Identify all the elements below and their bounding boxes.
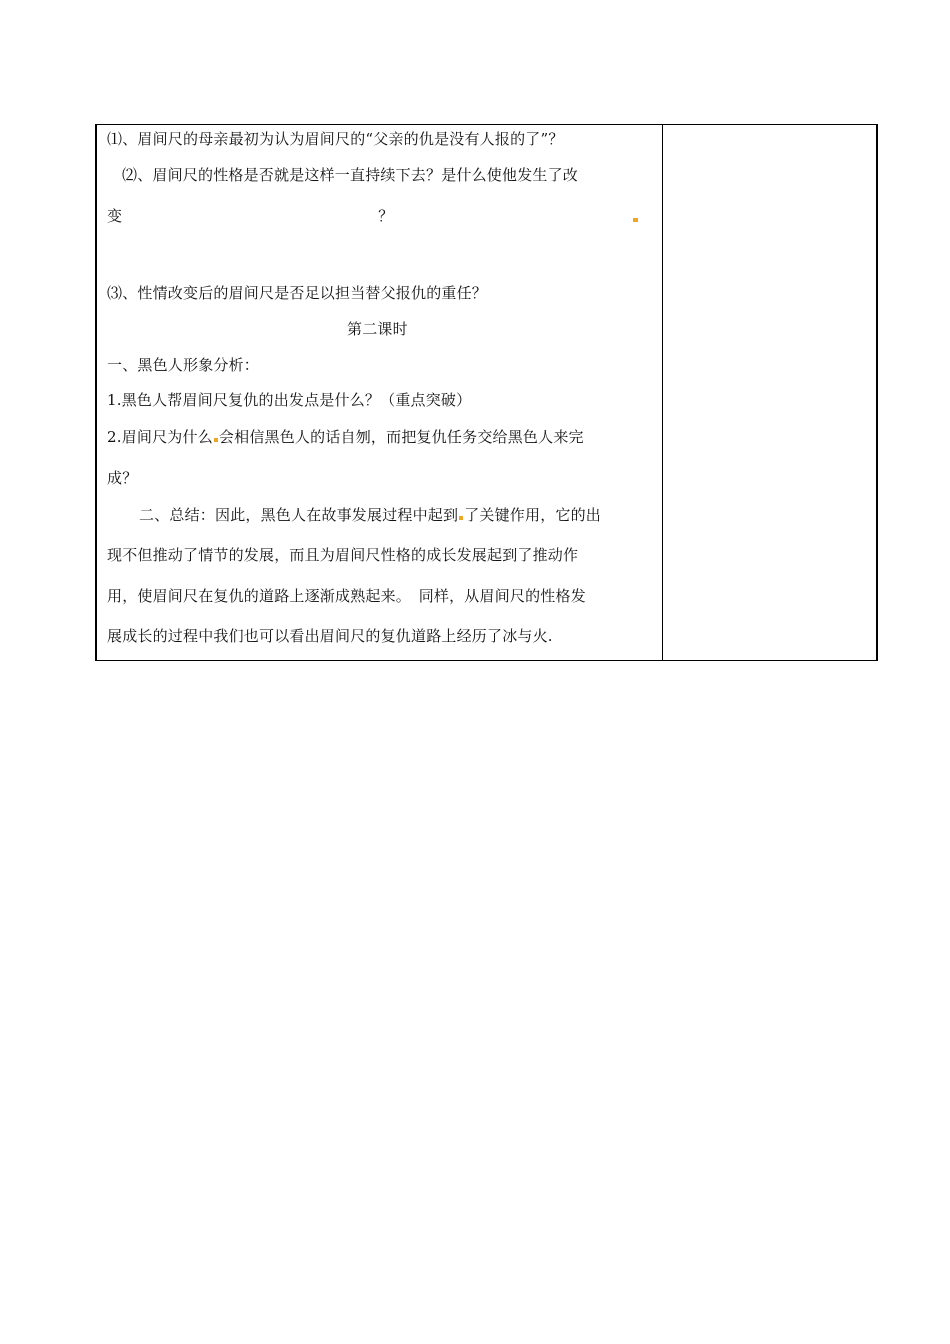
question-2-mark: ？ [378, 207, 394, 225]
summary-line-3: 用，使眉间尺在复仇的道路上逐渐成熟起来。 同样，从眉间尺的性格发 [107, 587, 586, 605]
item-2-part-a: 2.眉间尺为什么 [107, 428, 213, 446]
summary-part-b: 了关键作用，它的出 [464, 506, 602, 524]
item-1: 1.黑色人帮眉间尺复仇的出发点是什么？（重点突破） [107, 391, 472, 409]
item-2-part-b: 会相信黑色人的话自刎，而把复仇任务交给黑色人来完 [218, 428, 584, 446]
summary-part-a: 二、总结：因此，黑色人在故事发展过程中起到 [139, 506, 459, 524]
item-2-line-1 [107, 427, 584, 447]
highlight-mark [459, 516, 463, 520]
column-divider [662, 125, 663, 660]
question-3: ⑶、性情改变后的眉间尺是否足以担当替父报仇的重任？ [107, 284, 488, 302]
section-1-heading: 一、黑色人形象分析： [107, 356, 260, 374]
highlight-mark [633, 218, 638, 222]
question-1: ⑴、眉间尺的母亲最初为认为眉间尺的“父亲的仇是没有人报的了”？ [107, 130, 564, 148]
summary-line-4: 展成长的过程中我们也可以看出眉间尺的复仇道路上经历了冰与火. [107, 627, 553, 645]
question-2-char: 变 [107, 207, 123, 225]
lesson-2-title: 第二课时 [347, 320, 408, 338]
question-2-line-1: ⑵、眉间尺的性格是否就是这样一直持续下去？是什么使他发生了改 [122, 166, 579, 184]
highlight-mark [214, 438, 218, 442]
summary-line-1 [139, 505, 601, 525]
item-2-line-2: 成？ [107, 469, 138, 487]
document-table [95, 124, 878, 661]
question-2-line-2 [107, 206, 393, 226]
summary-line-2: 现不但推动了情节的发展，而且为眉间尺性格的成长发展起到了推动作 [107, 546, 579, 564]
